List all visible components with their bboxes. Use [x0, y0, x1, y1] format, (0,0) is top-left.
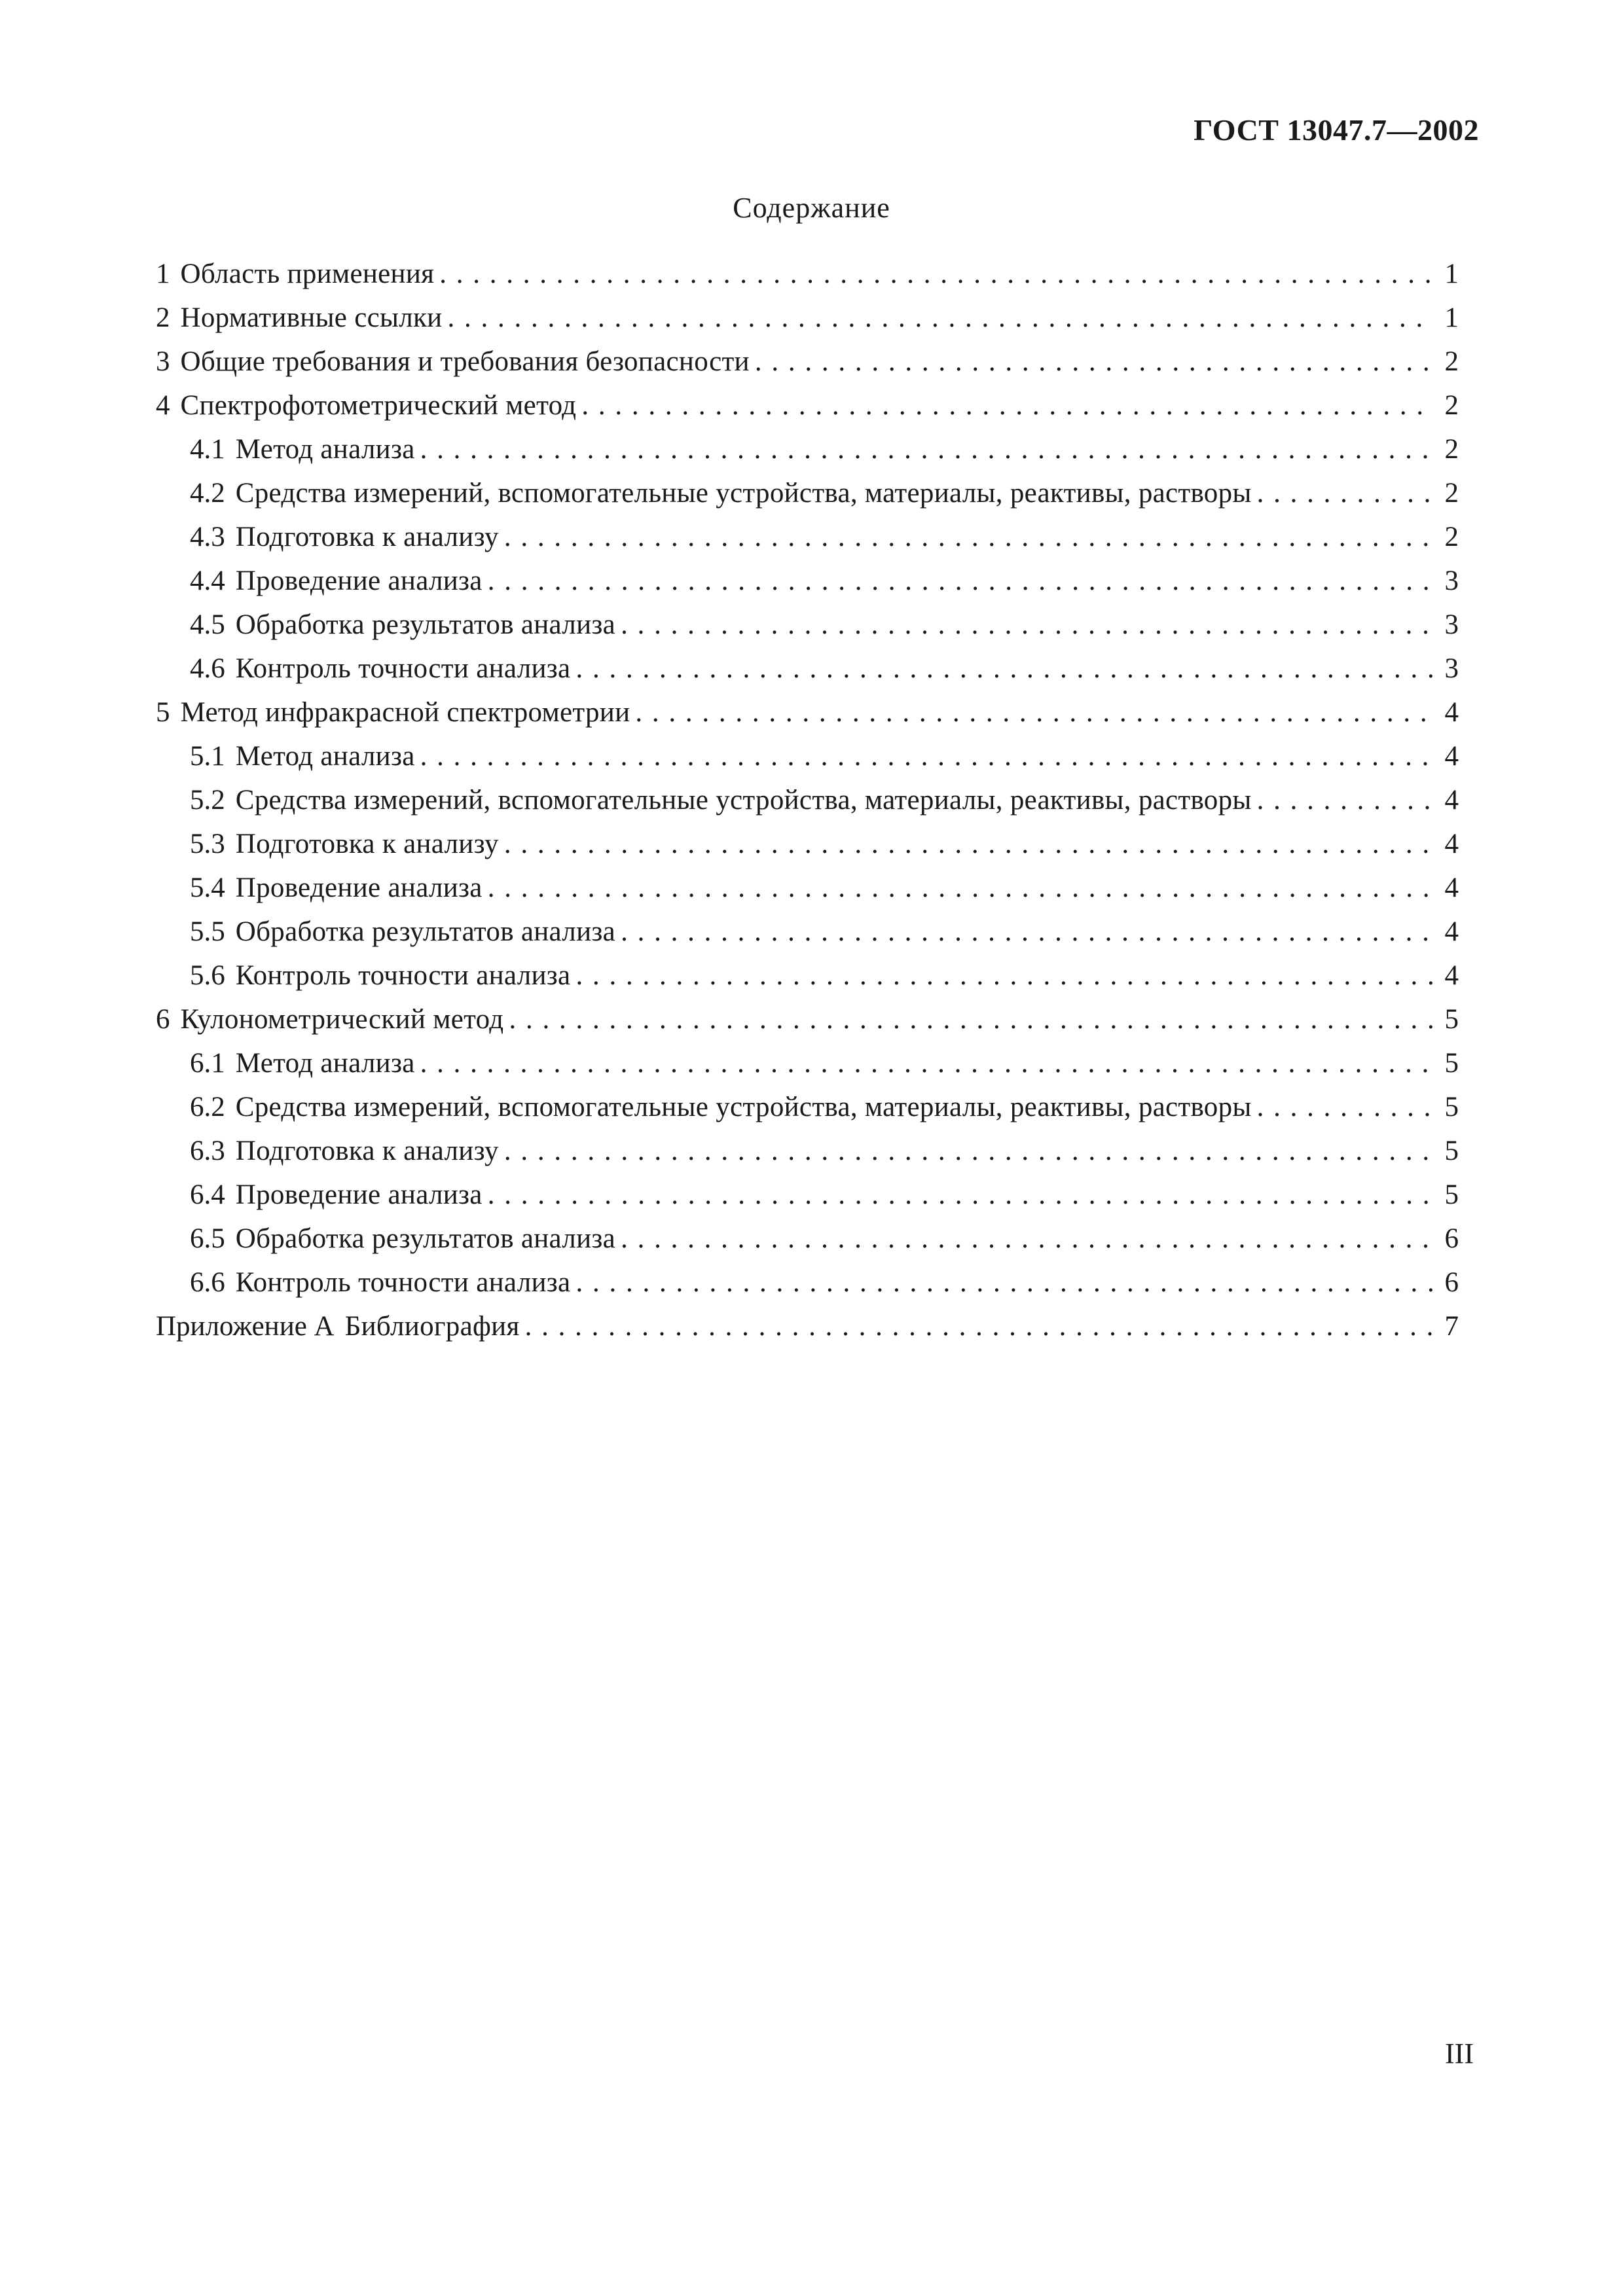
toc-entry[interactable]	[156, 252, 1459, 296]
toc-entry-title: Метод анализа	[235, 1048, 415, 1079]
toc-dot-leader	[1257, 778, 1432, 822]
toc-dot-leader	[488, 559, 1432, 603]
toc-title: Содержание	[733, 192, 890, 224]
toc-dot-leader	[420, 1041, 1432, 1085]
toc-entry[interactable]	[156, 515, 1459, 559]
toc-dot-leader	[420, 427, 1432, 471]
toc-entry-page: 4	[1444, 785, 1459, 816]
toc-entry-title: Проведение анализа	[235, 1179, 483, 1210]
toc-entry-page: 1	[1444, 302, 1459, 333]
toc-entry-title: Кулонометрический метод	[180, 1004, 504, 1035]
toc-entry-title: Общие требования и требования безопасности	[180, 346, 750, 377]
toc-entry-number: 6.3	[190, 1136, 225, 1166]
toc-entry-number: 6.4	[190, 1179, 225, 1210]
toc-entry-title: Нормативные ссылки	[180, 302, 443, 333]
toc-entry-number: 2	[156, 302, 170, 333]
toc-dot-leader	[509, 997, 1432, 1041]
toc-entry-page: 4	[1444, 916, 1459, 947]
table-of-contents	[156, 252, 1459, 1348]
toc-dot-leader	[621, 910, 1432, 954]
toc-entry-title: Средства измерений, вспомогательные устройства, материалы, реактивы, растворы	[235, 478, 1252, 509]
toc-entry[interactable]	[156, 1173, 1459, 1217]
toc-entry-number: 5.3	[190, 829, 225, 859]
toc-entry[interactable]	[156, 691, 1459, 734]
toc-entry-number: 4.4	[190, 565, 225, 596]
toc-dot-leader	[575, 954, 1432, 997]
toc-entry-number: 4.6	[190, 653, 225, 684]
toc-entry[interactable]	[156, 866, 1459, 910]
page-number: III	[1445, 2037, 1474, 2070]
toc-entry-page: 5	[1444, 1092, 1459, 1122]
toc-entry[interactable]	[156, 471, 1459, 515]
toc-entry-number: 4.1	[190, 434, 225, 465]
toc-entry[interactable]	[156, 340, 1459, 384]
toc-entry-page: 7	[1444, 1311, 1459, 1342]
toc-entry-title: Спектрофотометрический метод	[180, 390, 577, 421]
toc-entry-number: 6.1	[190, 1048, 225, 1079]
toc-entry[interactable]	[156, 910, 1459, 954]
toc-entry-number: 1	[156, 259, 170, 289]
toc-entry[interactable]	[156, 384, 1459, 427]
toc-entry-number: 4.5	[190, 609, 225, 640]
toc-entry-page: 4	[1444, 697, 1459, 728]
toc-entry-number: 4	[156, 390, 170, 421]
toc-entry[interactable]	[156, 1041, 1459, 1085]
toc-entry-title: Подготовка к анализу	[235, 829, 499, 859]
toc-entry-title: Контроль точности анализа	[235, 653, 571, 684]
toc-entry[interactable]	[156, 778, 1459, 822]
toc-entry[interactable]	[156, 1217, 1459, 1261]
toc-entry-page: 5	[1444, 1179, 1459, 1210]
toc-dot-leader	[575, 1261, 1432, 1304]
toc-entry[interactable]	[156, 734, 1459, 778]
toc-entry-page: 5	[1444, 1004, 1459, 1035]
toc-entry-title: Область применения	[180, 259, 435, 289]
toc-dot-leader	[575, 647, 1432, 691]
toc-dot-leader	[504, 1129, 1432, 1173]
standard-code: ГОСТ 13047.7—2002	[1194, 113, 1479, 147]
toc-entry-page: 2	[1444, 346, 1459, 377]
toc-entry-page: 3	[1444, 609, 1459, 640]
toc-entry-number: 3	[156, 346, 170, 377]
toc-entry-number: 4.3	[190, 522, 225, 552]
toc-dot-leader	[447, 296, 1432, 340]
toc-entry-title: Библиография	[344, 1311, 520, 1342]
toc-dot-leader	[621, 1217, 1432, 1261]
toc-entry[interactable]	[156, 1261, 1459, 1304]
toc-dot-leader	[755, 340, 1432, 384]
toc-entry-page: 3	[1444, 565, 1459, 596]
toc-entry-title: Средства измерений, вспомогательные устройства, материалы, реактивы, растворы	[235, 785, 1252, 816]
toc-entry[interactable]	[156, 559, 1459, 603]
toc-entry-number: 6.5	[190, 1223, 225, 1254]
toc-entry[interactable]	[156, 954, 1459, 997]
toc-entry-number: 5.4	[190, 872, 225, 903]
toc-entry-title: Подготовка к анализу	[235, 522, 499, 552]
toc-entry-page: 5	[1444, 1048, 1459, 1079]
toc-entry-page: 4	[1444, 960, 1459, 991]
toc-entry[interactable]	[156, 1085, 1459, 1129]
toc-entry[interactable]	[156, 647, 1459, 691]
toc-dot-leader	[581, 384, 1432, 427]
toc-entry-title: Проведение анализа	[235, 565, 483, 596]
toc-entry-number: 5	[156, 697, 170, 728]
toc-entry[interactable]	[156, 997, 1459, 1041]
toc-entry-title: Метод анализа	[235, 434, 415, 465]
toc-entry-number: 5.2	[190, 785, 225, 816]
toc-dot-leader	[621, 603, 1432, 647]
toc-entry-page: 4	[1444, 829, 1459, 859]
toc-entry-page: 6	[1444, 1223, 1459, 1254]
toc-entry-number: 6	[156, 1004, 170, 1035]
toc-entry-title: Обработка результатов анализа	[235, 916, 616, 947]
toc-dot-leader	[420, 734, 1432, 778]
toc-entry-page: 2	[1444, 390, 1459, 421]
toc-entry-page: 4	[1444, 741, 1459, 772]
toc-entry-title: Контроль точности анализа	[235, 1267, 571, 1298]
toc-entry-page: 2	[1444, 478, 1459, 509]
toc-entry-number: 5.1	[190, 741, 225, 772]
toc-entry-number: 6.6	[190, 1267, 225, 1298]
toc-entry[interactable]	[156, 822, 1459, 866]
toc-dot-leader	[488, 866, 1432, 910]
toc-entry[interactable]	[156, 603, 1459, 647]
toc-dot-leader	[504, 515, 1432, 559]
toc-dot-leader	[525, 1304, 1432, 1348]
toc-dot-leader	[439, 252, 1432, 296]
toc-entry[interactable]	[156, 296, 1459, 340]
toc-entry-title: Метод анализа	[235, 741, 415, 772]
toc-dot-leader	[504, 822, 1432, 866]
toc-entry-title: Подготовка к анализу	[235, 1136, 499, 1166]
toc-entry-number: Приложение А	[156, 1311, 335, 1342]
toc-entry-title: Контроль точности анализа	[235, 960, 571, 991]
toc-entry-title: Метод инфракрасной спектрометрии	[180, 697, 630, 728]
toc-entry-number: 5.5	[190, 916, 225, 947]
toc-entry-number: 6.2	[190, 1092, 225, 1122]
toc-entry-page: 2	[1444, 434, 1459, 465]
toc-entry-number: 5.6	[190, 960, 225, 991]
toc-entry[interactable]	[156, 1129, 1459, 1173]
toc-entry-title: Средства измерений, вспомогательные устройства, материалы, реактивы, растворы	[235, 1092, 1252, 1122]
toc-dot-leader	[1257, 1085, 1432, 1129]
toc-dot-leader	[1257, 471, 1432, 515]
toc-dot-leader	[488, 1173, 1432, 1217]
toc-entry-page: 4	[1444, 872, 1459, 903]
toc-entry[interactable]	[156, 427, 1459, 471]
toc-entry-title: Проведение анализа	[235, 872, 483, 903]
toc-entry-number: 4.2	[190, 478, 225, 509]
toc-entry[interactable]	[156, 1304, 1459, 1348]
toc-entry-title: Обработка результатов анализа	[235, 1223, 616, 1254]
toc-entry-page: 2	[1444, 522, 1459, 552]
toc-entry-page: 1	[1444, 259, 1459, 289]
toc-entry-page: 5	[1444, 1136, 1459, 1166]
toc-entry-page: 3	[1444, 653, 1459, 684]
toc-dot-leader	[635, 691, 1432, 734]
toc-entry-title: Обработка результатов анализа	[235, 609, 616, 640]
toc-entry-page: 6	[1444, 1267, 1459, 1298]
